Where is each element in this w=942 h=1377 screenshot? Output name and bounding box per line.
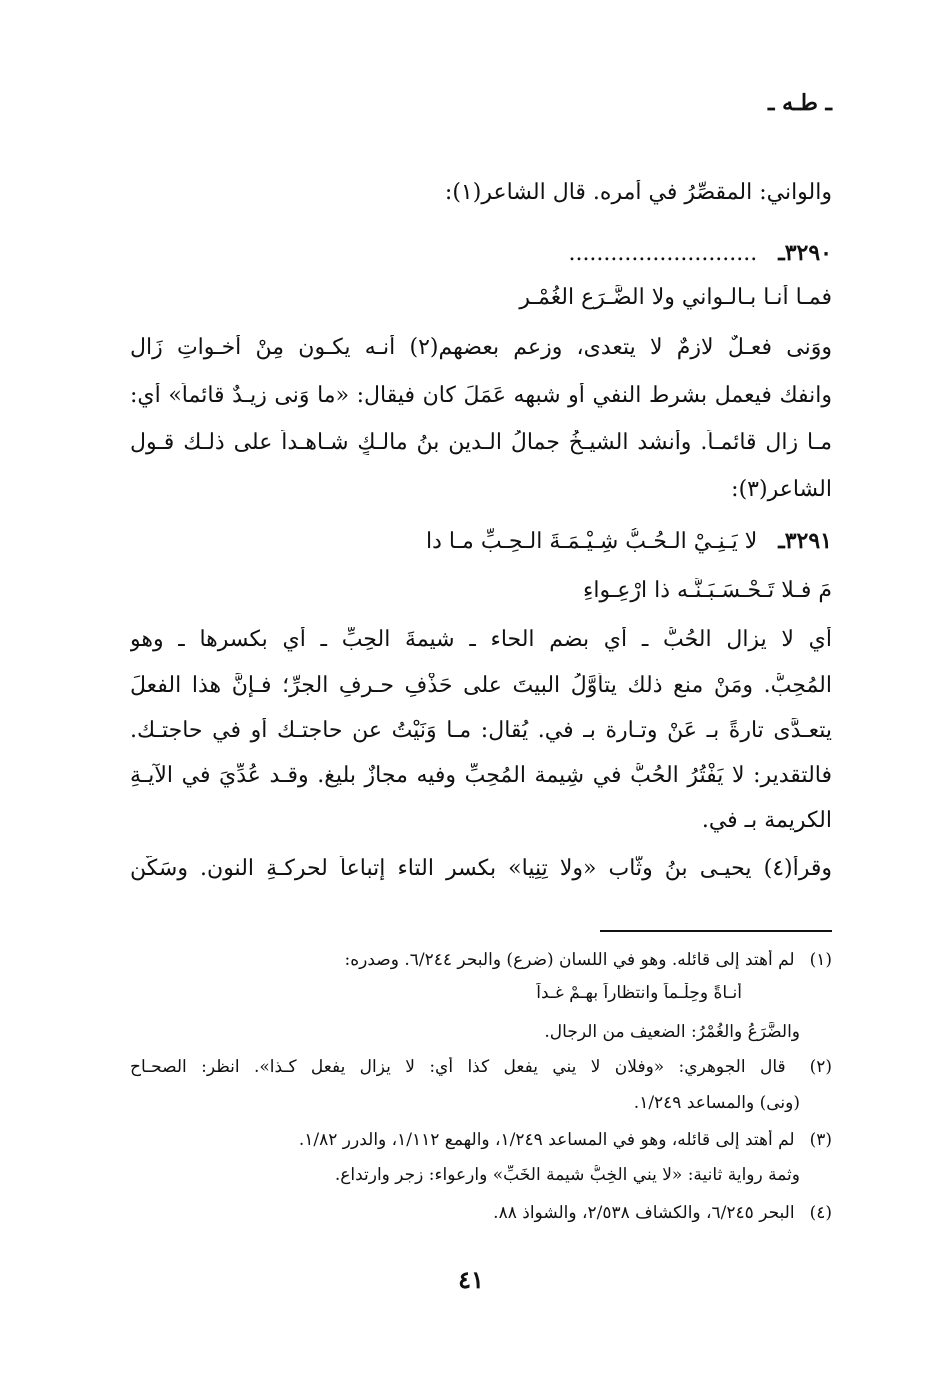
footnote-text: لم أهتد إلى قائله. وهو في اللسان (ضرع) والبحر ٦/٢٤٤. وصدره: — [344, 950, 795, 970]
footnote-text: والضَّرَعُ والغُمْرُ: الضعيف من الرجال. — [544, 1022, 800, 1042]
poem-hemistich: فمـا أنـا بـالـواني ولا الضَّـرَعِ الغُمْـرِ — [519, 285, 832, 310]
footnote-line — [130, 1057, 832, 1077]
body-line: والواني: المقصِّرُ في أمره. قال الشاعر(١): — [444, 180, 832, 205]
body-line: وقرأ(٤) يحيـى بنُ وثَّاب «ولا تِنِيا» بكسر التاء إتباعاً لحركـةِ النون. وسَكَّن — [130, 856, 832, 881]
footnote-number: (١) — [809, 950, 832, 970]
poem-number: ٣٢٩١ـ — [778, 528, 832, 554]
footnote-text: البحر ٦/٢٤٥، والكشاف ٢/٥٣٨، والشواذ ٨٨. — [493, 1203, 795, 1223]
poem-line-3290 — [130, 240, 832, 266]
footnote-text: (ونى) والمساعد ١/٢٤٩. — [633, 1093, 800, 1113]
running-head: ـ طـه ـ — [768, 90, 832, 116]
footnote-text: وثمة رواية ثانية: «لا يني الخِبُّ شيمة الخَبِّ» وارعواء: زجر وارتداع. — [334, 1165, 800, 1185]
footnote-line — [130, 950, 832, 970]
footnote-number: (٤) — [809, 1203, 832, 1223]
body-line: فالتقدير: لا يَفْتُرُ الحُبُّ في شِيمة المُحِبِّ وفيه مجازٌ بليغ. وقـد عُدِّيَ في الآيـةِ — [130, 763, 832, 788]
footnote-line — [130, 1130, 832, 1150]
poem-line-3291 — [130, 528, 832, 554]
footnote-line — [130, 1203, 832, 1223]
footnote-number: (٣) — [809, 1130, 832, 1150]
body-line: الكريمة بـ في. — [701, 808, 832, 833]
body-line: الشاعر(٣): — [731, 477, 832, 502]
body-line: أي لا يزال الحُبُّ ـ أي بضم الحاء ـ شيمةَ الحِبِّ ـ أي بكسرِها ـ وهو — [130, 627, 832, 652]
omitted-hemistich: ........................... — [568, 241, 758, 266]
body-line: المُحِبُّ. ومَنْ منع ذلك يتأوَّلُ البيتَ على حَذْفِ حـرفِ الجرِّ؛ فـإنَّ هذا الفعلَ — [130, 673, 832, 698]
poem-hemistich: مَ فـلا تَـحْـسَـبَـنَّـه ذا ارْعِـواءِ — [583, 578, 832, 603]
page-number: ٤١ — [458, 1265, 484, 1294]
footnote-divider — [600, 930, 832, 932]
body-line: مـا زال قائمـاً. وأنشد الشيـخُ جمالُ الـدين بنُ مالـكٍ شـاهـداً على ذلـك قـول — [130, 430, 832, 455]
body-line: ووَنى فعـلٌ لازمٌ لا يتعدى، وزعم بعضهم(٢) أنـه يكـون مِنْ أخـواتِ زَال — [130, 335, 832, 360]
body-line: وانفك فيعمل بشرط النفيِ أو شبهِه عَمَلَ كان فيقال: «ما وَنى زيـدٌ قائماً» أي: — [130, 383, 832, 408]
body-line: يتعـدَّى تارةً بـ عَنْ وتـارة بـ في. يُقال: مـا وَنَيْتُ عن حاجتـك أو في حاجتـك. — [130, 718, 832, 743]
poem-number: ٣٢٩٠ـ — [778, 240, 832, 266]
poem-hemistich: لا يَـنِـيْ الـحُـبُّ شِـيْـمَـةَ الـحِـبِّ مـا دا — [426, 529, 758, 554]
footnote-text: قال الجوهري: «وفلان لا يني يفعل كذا أي: لا يزال يفعل كـذا». انظر: الصحـاح — [130, 1057, 786, 1077]
footnote-number: (٢) — [809, 1057, 832, 1077]
footnote-verse: أنـاةً وحِلْـماً وانتظاراً بهـمْ غـداً — [536, 983, 742, 1003]
footnote-text: لم أهتد إلى قائله، وهو في المساعد ١/٢٤٩، والهمع ١/١١٢، والدرر ١/٨٢. — [298, 1130, 795, 1150]
